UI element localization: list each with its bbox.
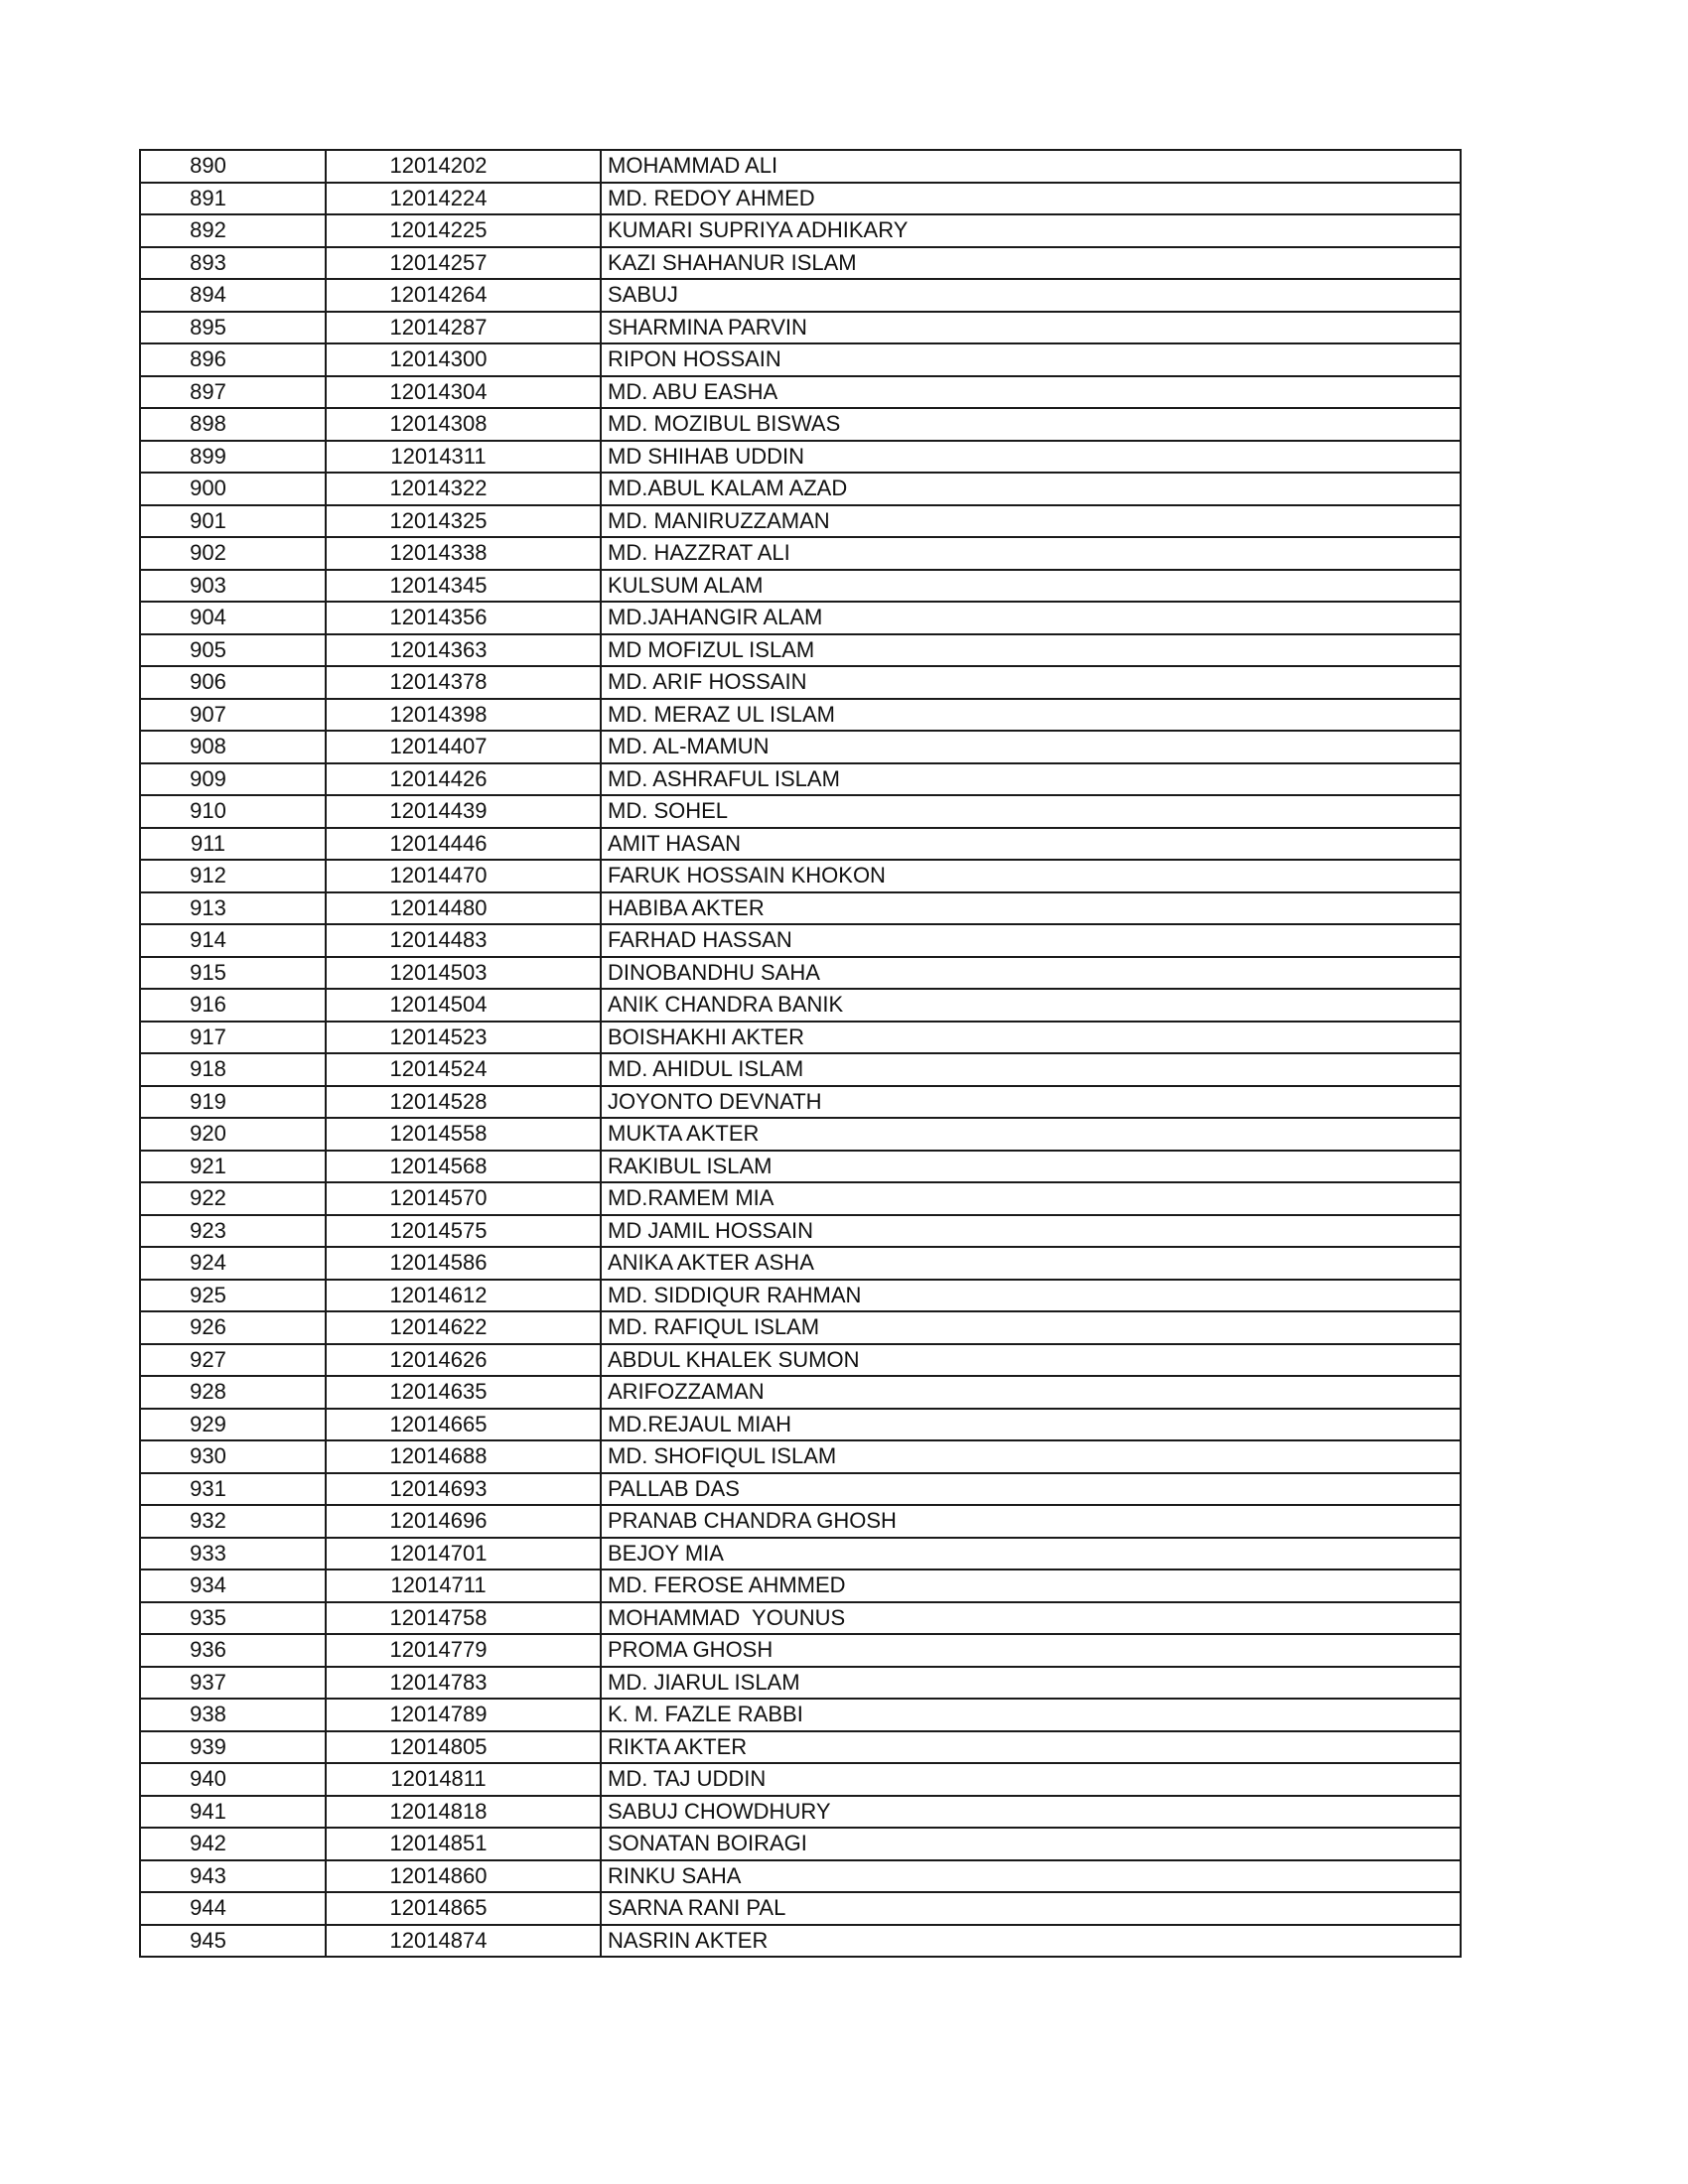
roll-number-cell: 12014426 xyxy=(326,763,601,796)
serial-number-cell: 933 xyxy=(140,1538,326,1570)
table-row xyxy=(140,1828,1461,1860)
table-row xyxy=(140,1570,1461,1602)
table-row xyxy=(140,924,1461,957)
serial-number-cell: 899 xyxy=(140,441,326,474)
name-cell: NASRIN AKTER xyxy=(601,1925,1461,1958)
serial-number-cell: 894 xyxy=(140,279,326,312)
roll-number-cell: 12014811 xyxy=(326,1763,601,1796)
name-cell: HABIBA AKTER xyxy=(601,892,1461,925)
table-row xyxy=(140,828,1461,861)
serial-number-cell: 932 xyxy=(140,1505,326,1538)
roll-number-cell: 12014322 xyxy=(326,473,601,505)
name-cell: MD. HAZZRAT ALI xyxy=(601,537,1461,570)
table-row xyxy=(140,1247,1461,1280)
roll-number-cell: 12014696 xyxy=(326,1505,601,1538)
table-row xyxy=(140,312,1461,344)
table-row xyxy=(140,1182,1461,1215)
roster-body xyxy=(140,150,1461,1957)
table-row xyxy=(140,1860,1461,1893)
serial-number-cell: 923 xyxy=(140,1215,326,1248)
name-cell: K. M. FAZLE RABBI xyxy=(601,1699,1461,1731)
table-row xyxy=(140,1311,1461,1344)
name-cell: SHARMINA PARVIN xyxy=(601,312,1461,344)
name-cell: MD.JAHANGIR ALAM xyxy=(601,602,1461,634)
name-cell: BEJOY MIA xyxy=(601,1538,1461,1570)
table-row xyxy=(140,1892,1461,1925)
roll-number-cell: 12014575 xyxy=(326,1215,601,1248)
roll-number-cell: 12014378 xyxy=(326,666,601,699)
roll-number-cell: 12014693 xyxy=(326,1473,601,1506)
table-row xyxy=(140,247,1461,280)
name-cell: MD. ASHRAFUL ISLAM xyxy=(601,763,1461,796)
table-row xyxy=(140,1118,1461,1151)
roll-number-cell: 12014805 xyxy=(326,1731,601,1764)
roll-number-cell: 12014688 xyxy=(326,1440,601,1473)
serial-number-cell: 922 xyxy=(140,1182,326,1215)
table-row xyxy=(140,860,1461,892)
name-cell: SABUJ xyxy=(601,279,1461,312)
table-row xyxy=(140,505,1461,538)
roll-number-cell: 12014356 xyxy=(326,602,601,634)
table-row xyxy=(140,1053,1461,1086)
roll-number-cell: 12014264 xyxy=(326,279,601,312)
roll-number-cell: 12014311 xyxy=(326,441,601,474)
serial-number-cell: 915 xyxy=(140,957,326,990)
roll-number-cell: 12014523 xyxy=(326,1022,601,1054)
serial-number-cell: 929 xyxy=(140,1409,326,1441)
serial-number-cell: 903 xyxy=(140,570,326,603)
table-row xyxy=(140,473,1461,505)
serial-number-cell: 937 xyxy=(140,1667,326,1700)
serial-number-cell: 944 xyxy=(140,1892,326,1925)
roll-number-cell: 12014874 xyxy=(326,1925,601,1958)
serial-number-cell: 909 xyxy=(140,763,326,796)
roll-number-cell: 12014224 xyxy=(326,183,601,215)
roll-number-cell: 12014622 xyxy=(326,1311,601,1344)
roll-number-cell: 12014711 xyxy=(326,1570,601,1602)
table-row xyxy=(140,957,1461,990)
roll-number-cell: 12014300 xyxy=(326,343,601,376)
table-row xyxy=(140,1086,1461,1119)
roll-number-cell: 12014338 xyxy=(326,537,601,570)
serial-number-cell: 943 xyxy=(140,1860,326,1893)
serial-number-cell: 893 xyxy=(140,247,326,280)
roll-number-cell: 12014779 xyxy=(326,1634,601,1667)
name-cell: RINKU SAHA xyxy=(601,1860,1461,1893)
name-cell: MD.REJAUL MIAH xyxy=(601,1409,1461,1441)
name-cell: MD. MOZIBUL BISWAS xyxy=(601,408,1461,441)
serial-number-cell: 916 xyxy=(140,989,326,1022)
serial-number-cell: 936 xyxy=(140,1634,326,1667)
name-cell: MD. ABU EASHA xyxy=(601,376,1461,409)
name-cell: SONATAN BOIRAGI xyxy=(601,1828,1461,1860)
table-row xyxy=(140,570,1461,603)
name-cell: DINOBANDHU SAHA xyxy=(601,957,1461,990)
serial-number-cell: 896 xyxy=(140,343,326,376)
serial-number-cell: 906 xyxy=(140,666,326,699)
name-cell: RIPON HOSSAIN xyxy=(601,343,1461,376)
roll-number-cell: 12014470 xyxy=(326,860,601,892)
serial-number-cell: 891 xyxy=(140,183,326,215)
roll-number-cell: 12014202 xyxy=(326,150,601,183)
table-row xyxy=(140,1409,1461,1441)
serial-number-cell: 938 xyxy=(140,1699,326,1731)
name-cell: RIKTA AKTER xyxy=(601,1731,1461,1764)
serial-number-cell: 926 xyxy=(140,1311,326,1344)
table-row xyxy=(140,731,1461,763)
name-cell: MD. AHIDUL ISLAM xyxy=(601,1053,1461,1086)
serial-number-cell: 935 xyxy=(140,1602,326,1635)
roll-number-cell: 12014701 xyxy=(326,1538,601,1570)
roll-number-cell: 12014570 xyxy=(326,1182,601,1215)
serial-number-cell: 920 xyxy=(140,1118,326,1151)
serial-number-cell: 898 xyxy=(140,408,326,441)
name-cell: MD. SOHEL xyxy=(601,795,1461,828)
name-cell: ARIFOZZAMAN xyxy=(601,1376,1461,1409)
name-cell: PRANAB CHANDRA GHOSH xyxy=(601,1505,1461,1538)
roll-number-cell: 12014818 xyxy=(326,1796,601,1829)
roll-number-cell: 12014325 xyxy=(326,505,601,538)
name-cell: MD.ABUL KALAM AZAD xyxy=(601,473,1461,505)
name-cell: MD. ARIF HOSSAIN xyxy=(601,666,1461,699)
table-row xyxy=(140,989,1461,1022)
serial-number-cell: 902 xyxy=(140,537,326,570)
serial-number-cell: 913 xyxy=(140,892,326,925)
roll-number-cell: 12014304 xyxy=(326,376,601,409)
name-cell: FARUK HOSSAIN KHOKON xyxy=(601,860,1461,892)
serial-number-cell: 921 xyxy=(140,1151,326,1183)
name-cell: KAZI SHAHANUR ISLAM xyxy=(601,247,1461,280)
name-cell: BOISHAKHI AKTER xyxy=(601,1022,1461,1054)
table-row xyxy=(140,1796,1461,1829)
serial-number-cell: 890 xyxy=(140,150,326,183)
name-cell: SARNA RANI PAL xyxy=(601,1892,1461,1925)
name-cell: RAKIBUL ISLAM xyxy=(601,1151,1461,1183)
table-row xyxy=(140,279,1461,312)
table-row xyxy=(140,1344,1461,1377)
name-cell: MD SHIHAB UDDIN xyxy=(601,441,1461,474)
table-row xyxy=(140,699,1461,732)
serial-number-cell: 901 xyxy=(140,505,326,538)
table-row xyxy=(140,1731,1461,1764)
table-row xyxy=(140,795,1461,828)
table-row xyxy=(140,1151,1461,1183)
roster-table xyxy=(139,149,1462,1958)
serial-number-cell: 907 xyxy=(140,699,326,732)
name-cell: MOHAMMAD YOUNUS xyxy=(601,1602,1461,1635)
table-row xyxy=(140,1667,1461,1700)
serial-number-cell: 908 xyxy=(140,731,326,763)
roll-number-cell: 12014524 xyxy=(326,1053,601,1086)
roll-number-cell: 12014480 xyxy=(326,892,601,925)
name-cell: FARHAD HASSAN xyxy=(601,924,1461,957)
name-cell: MD. TAJ UDDIN xyxy=(601,1763,1461,1796)
roll-number-cell: 12014783 xyxy=(326,1667,601,1700)
roll-number-cell: 12014287 xyxy=(326,312,601,344)
name-cell: MD. FEROSE AHMMED xyxy=(601,1570,1461,1602)
table-row xyxy=(140,376,1461,409)
name-cell: MD. RAFIQUL ISLAM xyxy=(601,1311,1461,1344)
serial-number-cell: 931 xyxy=(140,1473,326,1506)
serial-number-cell: 917 xyxy=(140,1022,326,1054)
roll-number-cell: 12014758 xyxy=(326,1602,601,1635)
table-row xyxy=(140,892,1461,925)
name-cell: MD. REDOY AHMED xyxy=(601,183,1461,215)
serial-number-cell: 927 xyxy=(140,1344,326,1377)
name-cell: MD. SHOFIQUL ISLAM xyxy=(601,1440,1461,1473)
table-row xyxy=(140,150,1461,183)
serial-number-cell: 942 xyxy=(140,1828,326,1860)
serial-number-cell: 941 xyxy=(140,1796,326,1829)
roll-number-cell: 12014528 xyxy=(326,1086,601,1119)
roll-number-cell: 12014568 xyxy=(326,1151,601,1183)
roster-sheet xyxy=(139,149,1460,1958)
serial-number-cell: 940 xyxy=(140,1763,326,1796)
table-row xyxy=(140,214,1461,247)
roll-number-cell: 12014483 xyxy=(326,924,601,957)
roll-number-cell: 12014446 xyxy=(326,828,601,861)
serial-number-cell: 924 xyxy=(140,1247,326,1280)
table-row xyxy=(140,1215,1461,1248)
roll-number-cell: 12014308 xyxy=(326,408,601,441)
name-cell: MD MOFIZUL ISLAM xyxy=(601,634,1461,667)
roll-number-cell: 12014865 xyxy=(326,1892,601,1925)
table-row xyxy=(140,1022,1461,1054)
name-cell: ANIK CHANDRA BANIK xyxy=(601,989,1461,1022)
table-row xyxy=(140,1925,1461,1958)
table-row xyxy=(140,1763,1461,1796)
table-row xyxy=(140,1538,1461,1570)
roll-number-cell: 12014503 xyxy=(326,957,601,990)
table-row xyxy=(140,1440,1461,1473)
roll-number-cell: 12014558 xyxy=(326,1118,601,1151)
table-row xyxy=(140,602,1461,634)
serial-number-cell: 905 xyxy=(140,634,326,667)
serial-number-cell: 939 xyxy=(140,1731,326,1764)
table-row xyxy=(140,763,1461,796)
roll-number-cell: 12014439 xyxy=(326,795,601,828)
roll-number-cell: 12014257 xyxy=(326,247,601,280)
serial-number-cell: 934 xyxy=(140,1570,326,1602)
table-row xyxy=(140,408,1461,441)
name-cell: MD JAMIL HOSSAIN xyxy=(601,1215,1461,1248)
serial-number-cell: 911 xyxy=(140,828,326,861)
serial-number-cell: 900 xyxy=(140,473,326,505)
table-row xyxy=(140,1473,1461,1506)
name-cell: PALLAB DAS xyxy=(601,1473,1461,1506)
serial-number-cell: 892 xyxy=(140,214,326,247)
serial-number-cell: 914 xyxy=(140,924,326,957)
serial-number-cell: 897 xyxy=(140,376,326,409)
name-cell: MD. JIARUL ISLAM xyxy=(601,1667,1461,1700)
serial-number-cell: 945 xyxy=(140,1925,326,1958)
name-cell: SABUJ CHOWDHURY xyxy=(601,1796,1461,1829)
name-cell: ANIKA AKTER ASHA xyxy=(601,1247,1461,1280)
roll-number-cell: 12014363 xyxy=(326,634,601,667)
roll-number-cell: 12014789 xyxy=(326,1699,601,1731)
roll-number-cell: 12014612 xyxy=(326,1280,601,1312)
table-row xyxy=(140,537,1461,570)
table-row xyxy=(140,1505,1461,1538)
name-cell: AMIT HASAN xyxy=(601,828,1461,861)
table-row xyxy=(140,1602,1461,1635)
name-cell: PROMA GHOSH xyxy=(601,1634,1461,1667)
serial-number-cell: 904 xyxy=(140,602,326,634)
name-cell: MD. MANIRUZZAMAN xyxy=(601,505,1461,538)
table-row xyxy=(140,183,1461,215)
serial-number-cell: 930 xyxy=(140,1440,326,1473)
serial-number-cell: 925 xyxy=(140,1280,326,1312)
roll-number-cell: 12014345 xyxy=(326,570,601,603)
roll-number-cell: 12014407 xyxy=(326,731,601,763)
name-cell: MD. AL-MAMUN xyxy=(601,731,1461,763)
roll-number-cell: 12014860 xyxy=(326,1860,601,1893)
serial-number-cell: 912 xyxy=(140,860,326,892)
table-row xyxy=(140,634,1461,667)
name-cell: JOYONTO DEVNATH xyxy=(601,1086,1461,1119)
roll-number-cell: 12014504 xyxy=(326,989,601,1022)
table-row xyxy=(140,1376,1461,1409)
name-cell: ABDUL KHALEK SUMON xyxy=(601,1344,1461,1377)
name-cell: MD. SIDDIQUR RAHMAN xyxy=(601,1280,1461,1312)
name-cell: KULSUM ALAM xyxy=(601,570,1461,603)
roll-number-cell: 12014665 xyxy=(326,1409,601,1441)
name-cell: MOHAMMAD ALI xyxy=(601,150,1461,183)
roll-number-cell: 12014398 xyxy=(326,699,601,732)
table-row xyxy=(140,1280,1461,1312)
name-cell: MD.RAMEM MIA xyxy=(601,1182,1461,1215)
roll-number-cell: 12014851 xyxy=(326,1828,601,1860)
name-cell: MUKTA AKTER xyxy=(601,1118,1461,1151)
roll-number-cell: 12014635 xyxy=(326,1376,601,1409)
serial-number-cell: 918 xyxy=(140,1053,326,1086)
table-row xyxy=(140,1699,1461,1731)
serial-number-cell: 910 xyxy=(140,795,326,828)
table-row xyxy=(140,343,1461,376)
roll-number-cell: 12014586 xyxy=(326,1247,601,1280)
table-row xyxy=(140,1634,1461,1667)
roll-number-cell: 12014225 xyxy=(326,214,601,247)
name-cell: KUMARI SUPRIYA ADHIKARY xyxy=(601,214,1461,247)
name-cell: MD. MERAZ UL ISLAM xyxy=(601,699,1461,732)
serial-number-cell: 895 xyxy=(140,312,326,344)
roll-number-cell: 12014626 xyxy=(326,1344,601,1377)
serial-number-cell: 928 xyxy=(140,1376,326,1409)
table-row xyxy=(140,441,1461,474)
serial-number-cell: 919 xyxy=(140,1086,326,1119)
table-row xyxy=(140,666,1461,699)
